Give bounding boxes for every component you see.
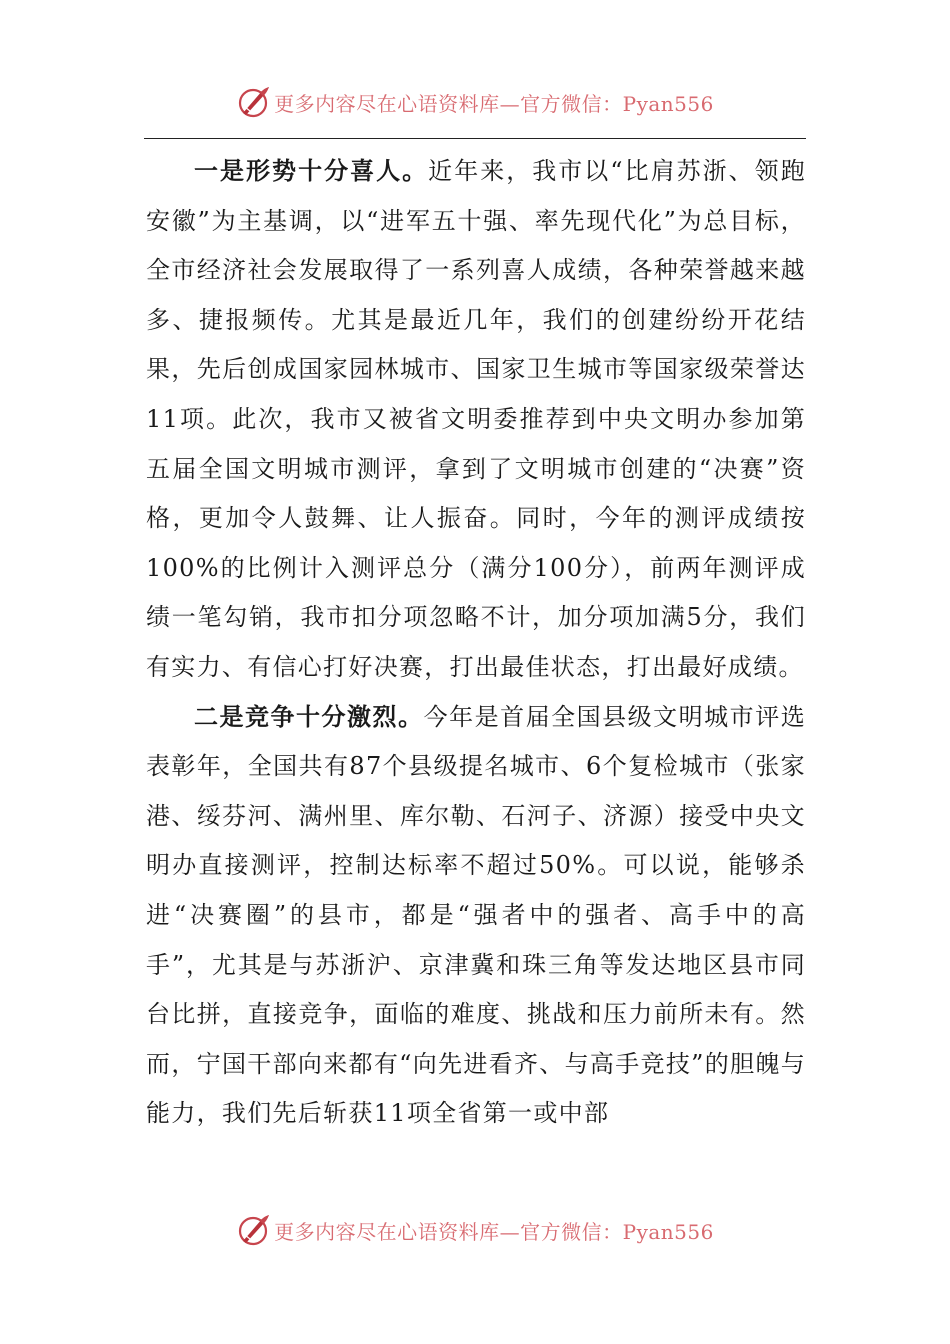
header-banner-text: 更多内容尽在心语资料库—官方微信：Pyan556 bbox=[274, 91, 714, 116]
document-body bbox=[146, 147, 806, 1139]
header-divider bbox=[144, 138, 806, 139]
paragraph-1-body: 近年来，我市以“比肩苏浙、领跑安徽”为主基调，以“进军五十强、率先现代化”为总目标，全市经济社会发展取得了一系列喜人成绩，各种荣誉越来越多、捷报频传。尤其是最近几年，我们的创建纷纷开花结果，先后创成国家园林城市、国家卫生城市等国家级荣誉达11项。此次，我市又被省文明委推荐到中央文明办参加第五届全国文明城市测评，拿到了文明城市创建的“决赛”资格，更加令人鼓舞、让人振奋。同时，今年的测评成绩按100%的比例计入测评总分（满分100分），前两年测评成绩一笔勾销，我市扣分项忽略不计，加分项加满5分，我们有实力、有信心打好决赛，打出最佳状态，打出最好成绩。 bbox=[146, 157, 806, 681]
paragraph-2-lead: 二是竞争十分激烈。 bbox=[194, 702, 424, 731]
paragraph-2 bbox=[146, 693, 806, 1139]
quill-pen-logo-icon bbox=[236, 85, 270, 119]
footer-banner bbox=[0, 1210, 950, 1250]
paragraph-1 bbox=[146, 147, 806, 693]
paragraph-2-body: 今年是首届全国县级文明城市评选表彰年，全国共有87个县级提名城市、6个复检城市（张家港、绥芬河、满州里、库尔勒、石河子、济源）接受中央文明办直接测评，控制达标率不超过50%。可以说，能够杀进“决赛圈”的县市，都是“强者中的强者、高手中的高手”，尤其是与苏浙沪、京津冀和珠三角等发达地区县市同台比拼，直接竞争，面临的难度、挑战和压力前所未有。然而，宁国干部向来都有“向先进看齐、与高手竞技”的胆魄与能力，我们先后斩获11项全省第一或中部 bbox=[146, 702, 806, 1128]
quill-pen-logo-icon bbox=[236, 1213, 270, 1247]
footer-banner-text: 更多内容尽在心语资料库—官方微信：Pyan556 bbox=[274, 1219, 714, 1244]
header-banner bbox=[0, 82, 950, 122]
paragraph-1-lead: 一是形势十分喜人。 bbox=[194, 157, 429, 185]
